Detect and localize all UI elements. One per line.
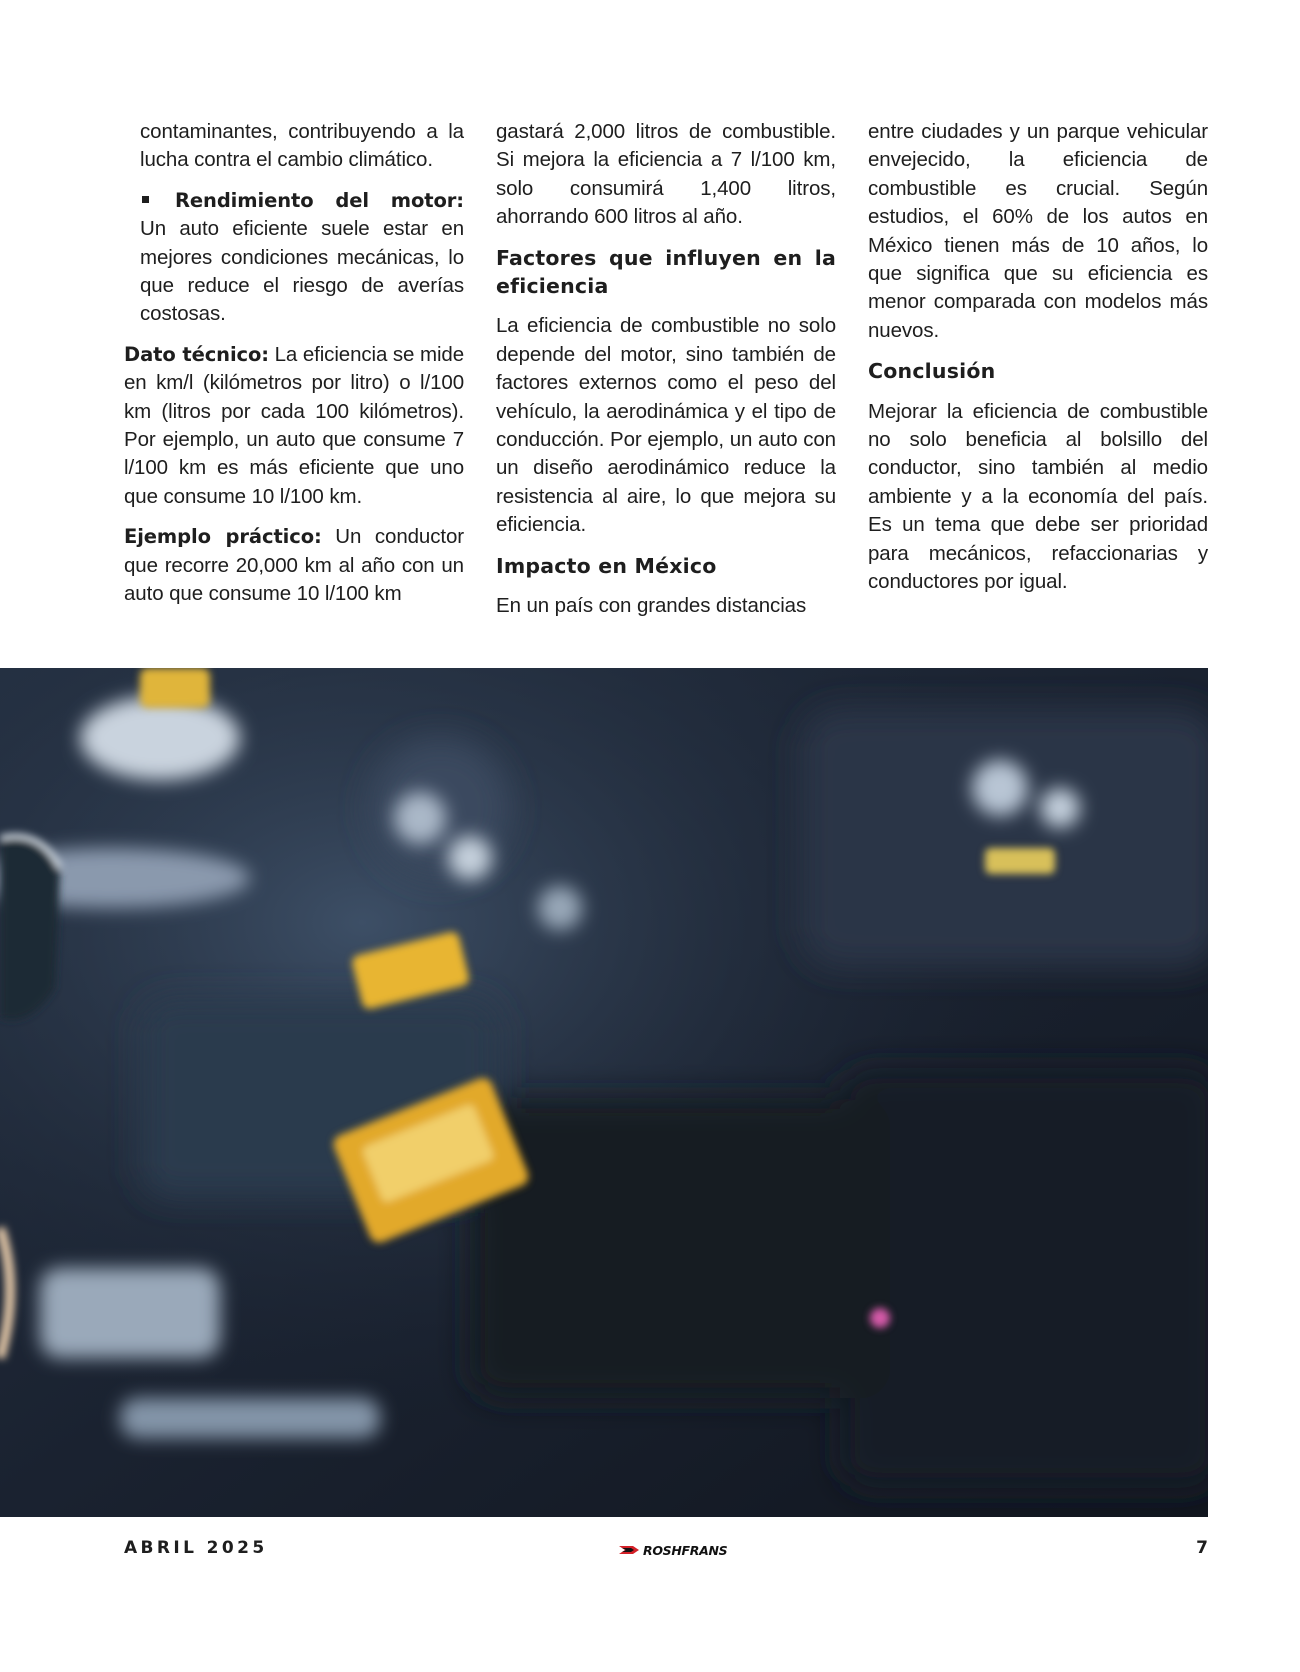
roshfrans-logo [618, 1538, 727, 1562]
heading-impacto: Impacto en México [496, 553, 717, 578]
ejemplo-label: Ejemplo práctico: [124, 525, 322, 549]
ejemplo-text: Un conductor que recorre 20,000 km al año con un auto que consume 10 l/100 km [124, 525, 465, 606]
paragraph-impacto-cont: entre ciudades y un parque vehicular envejecido, la eficiencia de combustible es crucial. Según estudios, el 60% de los autos en México tienen más de 10 años, lo que significa que su eficiencia es menor comparada con modelos más nuevos. [868, 120, 1208, 342]
roshfrans-swoosh-icon [618, 1543, 640, 1557]
paragraph-factores: La eficiencia de combustible no solo depende del motor, sino también de factores externos como el peso del vehículo, la aerodinámica y el tipo de conducción. Por ejemplo, un auto con un diseño aerodinámico reduce la resistencia al aire, lo que mejora su eficiencia. [496, 314, 836, 537]
paragraph-dato-tecnico [124, 341, 464, 511]
page-number: 7 [1196, 1538, 1208, 1558]
paragraph-ejemplo [124, 523, 464, 608]
page-footer [0, 1536, 1300, 1566]
paragraph-ejemplo-cont: gastará 2,000 litros de combustible. Si mejora la eficiencia a 7 l/100 km, solo consumirá 1,400 litros, ahorrando 600 litros al año. [496, 120, 836, 229]
paragraph-intro-tail: contaminantes, contribuyendo a la lucha contra el cambio climático. [140, 120, 464, 172]
column-3 [868, 118, 1208, 609]
logo-text: ROSHFRANS [643, 1542, 728, 1558]
dato-text: La eficiencia se mide en km/l (kilómetros por litro) o l/100 km (litros por cada 100 kilómetros). Por ejemplo, un auto que consume 7 l/100 km es más eficiente que uno que consume 10 l/100 km. [124, 342, 464, 508]
bullet-heading: Rendimiento del motor: [175, 188, 464, 212]
bullet-text: Un auto eficiente suele estar en mejores condiciones mecánicas, lo que reduce el riesgo de averías costosas. [140, 217, 464, 326]
column-1 [124, 118, 464, 621]
column-2 [496, 118, 836, 633]
heading-conclusion: Conclusión [868, 359, 996, 384]
footer-date: ABRIL 2025 [124, 1538, 268, 1558]
bullet-square-icon [142, 196, 149, 203]
dato-label: Dato técnico: [124, 342, 269, 366]
bullet-item [124, 187, 464, 329]
paragraph-conclusion: Mejorar la eficiencia de combustible no solo beneficia al bolsillo del conductor, sino también al medio ambiente y a la economía del país. Es un tema que debe ser prioridad para mecánicos, refaccionarias y conductores por igual. [868, 399, 1208, 594]
heading-factores: Factores que influyen en la eficiencia [496, 245, 836, 299]
article-body [124, 118, 1208, 638]
paragraph-impacto-start: En un país con grandes distancias [496, 594, 807, 618]
engine-bay-photo [0, 668, 1208, 1517]
engine-bay-illustration [0, 668, 1208, 1517]
